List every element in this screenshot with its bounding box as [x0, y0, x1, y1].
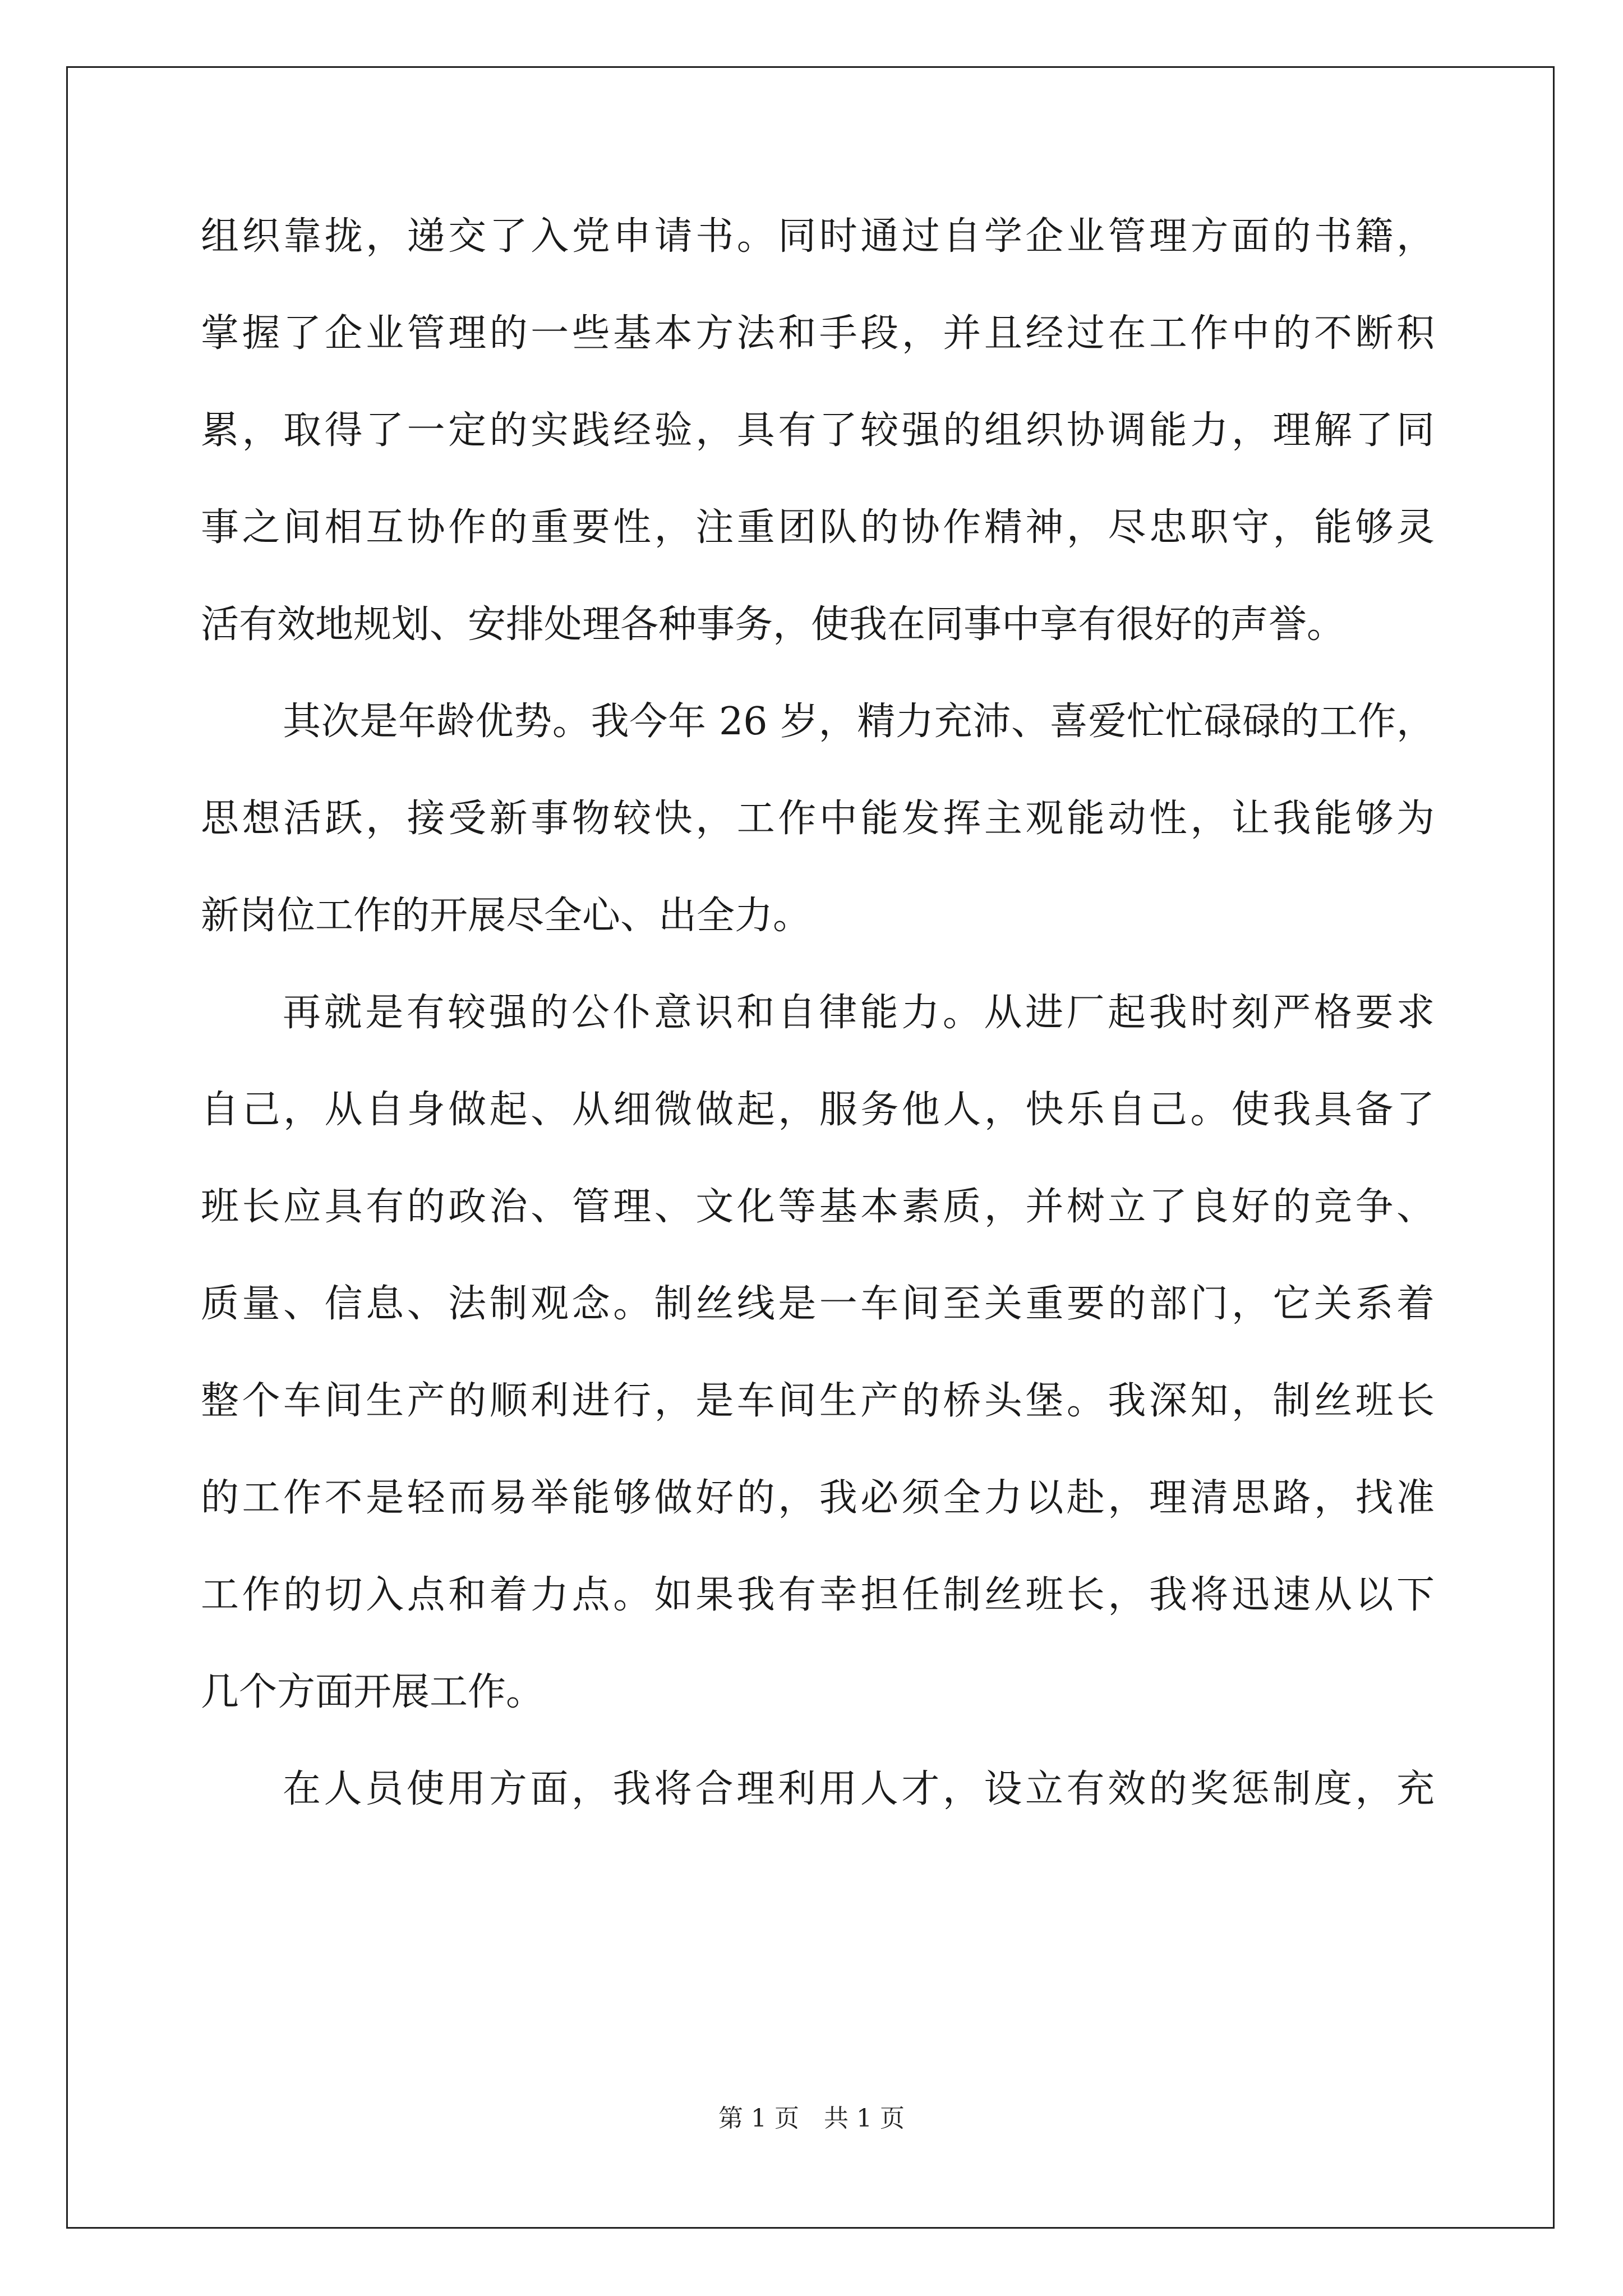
text-line: 工作的切入点和着力点。如果我有幸担任制丝班长，我将迅速从以下 — [201, 1573, 1435, 1617]
text-line: 质量、信息、法制观念。制丝线是一车间至关重要的部门，它关系着 — [201, 1282, 1435, 1326]
document-body — [201, 188, 1435, 1838]
text-line: 活有效地规划、安排处理各种事务，使我在同事中享有很好的声誉。 — [201, 602, 1345, 647]
text-line: 事之间相互协作的重要性，注重团队的协作精神，尽忠职守，能够灵 — [201, 505, 1435, 550]
text-line: 整个车间生产的顺利进行，是车间生产的桥头堡。我深知，制丝班长 — [201, 1379, 1435, 1423]
text-line: 班长应具有的政治、管理、文化等基本素质，并树立了良好的竞争、 — [201, 1185, 1435, 1229]
text-line: 新岗位工作的开展尽全心、出全力。 — [201, 894, 811, 938]
text-line: 掌握了企业管理的一些基本方法和手段，并且经过在工作中的不断积 — [201, 311, 1435, 356]
page-number: 第 1 页 共 1 页 — [718, 2104, 905, 2133]
text-line: 组织靠拢，递交了入党申请书。同时通过自学企业管理方面的书籍， — [201, 214, 1435, 259]
text-line: 几个方面开展工作。 — [201, 1670, 545, 1714]
text-line: 的工作不是轻而易举能够做好的，我必须全力以赴，理清思路，找准 — [201, 1476, 1435, 1520]
paragraph-first-line: 其次是年龄优势。我今年 26 岁，精力充沛、喜爱忙忙碌碌的工作， — [283, 700, 1435, 744]
paragraph-first-line: 在人员使用方面，我将合理利用人才，设立有效的奖惩制度，充 — [283, 1767, 1435, 1811]
text-line: 思想活跃，接受新事物较快，工作中能发挥主观能动性，让我能够为 — [201, 797, 1435, 841]
paragraph-first-line: 再就是有较强的公仆意识和自律能力。从进厂起我时刻严格要求 — [283, 991, 1435, 1035]
text-line: 累，取得了一定的实践经验，具有了较强的组织协调能力，理解了同 — [201, 408, 1435, 453]
text-line: 自己，从自身做起、从细微做起，服务他人，快乐自己。使我具备了 — [201, 1088, 1435, 1132]
